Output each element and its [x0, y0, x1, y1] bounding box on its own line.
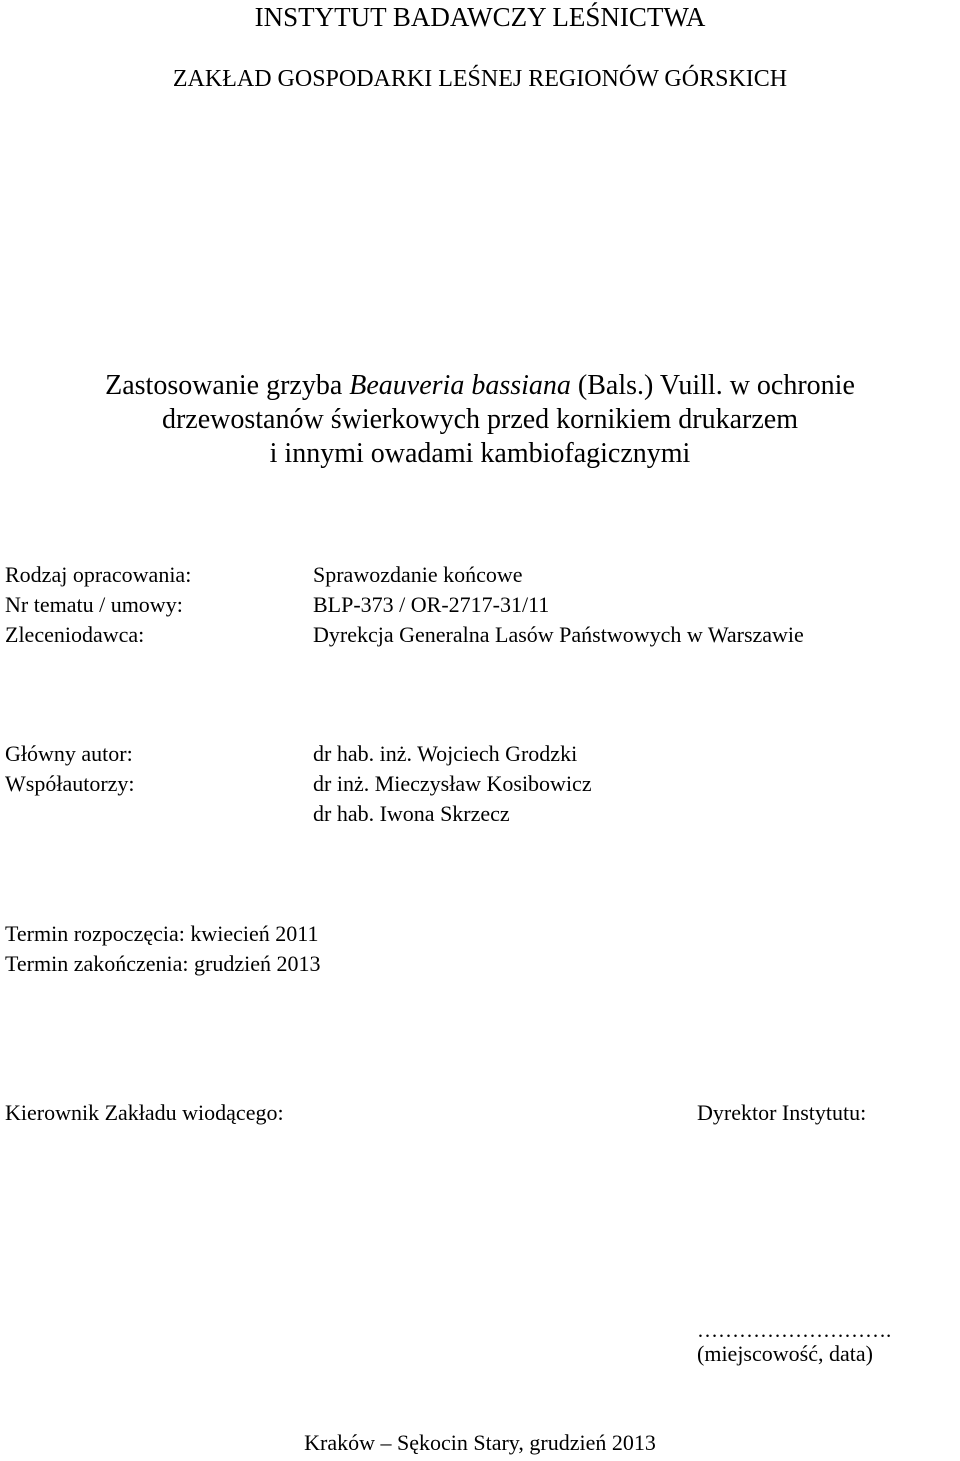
report-title-line-1 — [0, 367, 960, 405]
title-text-before: Zastosowanie grzyba — [105, 370, 350, 401]
place-date-caption: (miejscowość, data) — [697, 1341, 873, 1366]
department-name: ZAKŁAD GOSPODARKI LEŚNEJ REGIONÓW GÓRSKICH — [172, 66, 788, 92]
footer-place-date: Kraków – Sękocin Stary, grudzień 2013 — [304, 1430, 656, 1455]
co-author-1: dr inż. Mieczysław Kosibowicz — [313, 771, 592, 796]
report-type-value: Sprawozdanie końcowe — [313, 562, 523, 587]
director-signature-label: Dyrektor Instytutu: — [697, 1100, 867, 1125]
species-name: Beauveria bassiana — [349, 370, 571, 401]
co-author-2: dr hab. Iwona Skrzecz — [313, 801, 510, 826]
main-author-label: Główny autor: — [5, 741, 133, 766]
report-title-line-3: i innymi owadami kambiofagicznymi — [269, 438, 691, 469]
co-authors-label: Współautorzy: — [5, 771, 135, 796]
institute-name: INSTYTUT BADAWCZY LEŚNICTWA — [254, 2, 706, 32]
department-head-signature-label: Kierownik Zakładu wiodącego: — [5, 1100, 284, 1125]
end-date: Termin zakończenia: grudzień 2013 — [5, 951, 321, 976]
topic-number-label: Nr tematu / umowy: — [5, 592, 183, 617]
topic-number-value: BLP-373 / OR-2717-31/11 — [313, 592, 550, 617]
title-text-after: (Bals.) Vuill. w ochronie — [570, 370, 855, 401]
client-value: Dyrekcja Generalna Lasów Państwowych w Warszawie — [313, 622, 804, 647]
report-title-line-2: drzewostanów świerkowych przed kornikiem drukarzem — [161, 404, 798, 435]
signature-dots: ………………………. — [697, 1318, 892, 1342]
client-label: Zleceniodawca: — [5, 622, 145, 647]
start-date: Termin rozpoczęcia: kwiecień 2011 — [5, 921, 319, 946]
main-author-value: dr hab. inż. Wojciech Grodzki — [313, 741, 578, 766]
report-type-label: Rodzaj opracowania: — [5, 562, 192, 587]
